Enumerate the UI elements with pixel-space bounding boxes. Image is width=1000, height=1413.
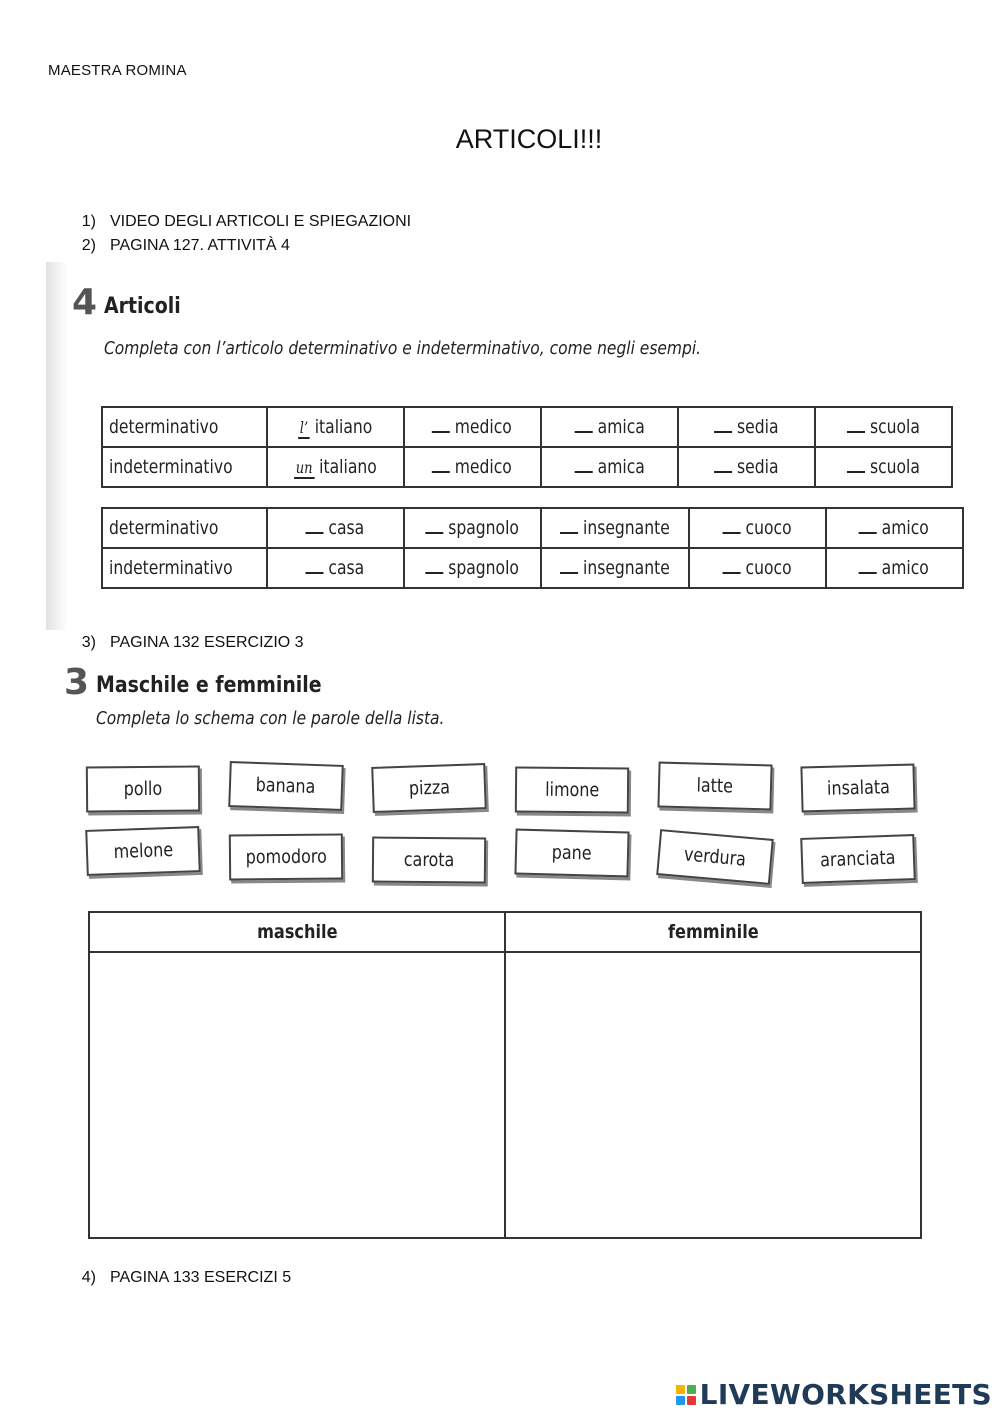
column-divider: [504, 913, 506, 1237]
column-header-maschile: maschile: [90, 913, 504, 953]
logo-square: [676, 1385, 685, 1394]
step-text: PAGINA 132 ESERCIZIO 3: [110, 634, 304, 651]
table-cell[interactable]: casa: [267, 548, 404, 588]
table-row: [102, 508, 963, 548]
exercise-4-number: 4: [72, 282, 98, 323]
column-header-femminile: femminile: [506, 913, 920, 953]
table-cell[interactable]: spagnolo: [404, 548, 541, 588]
answer-blank[interactable]: [574, 417, 592, 433]
table-cell: un italiano: [267, 447, 404, 487]
answer-blank[interactable]: [723, 518, 741, 534]
answer-blank[interactable]: [859, 558, 877, 574]
word-card[interactable]: pizza: [371, 763, 487, 813]
exercise-4-instruction: Completa con l’articolo determinativo e indeterminativo, come negli esempi.: [104, 338, 702, 359]
table-cell[interactable]: sedia: [678, 407, 815, 447]
word-card[interactable]: pomodoro: [229, 834, 343, 881]
logo-square: [687, 1385, 696, 1394]
example-article: l’: [299, 417, 309, 437]
step-3: [74, 634, 304, 652]
word-card[interactable]: pane: [514, 829, 629, 878]
answer-blank[interactable]: [714, 417, 732, 433]
step-number: 1): [81, 213, 96, 230]
author-label: MAESTRA ROMINA: [48, 62, 187, 79]
table-cell[interactable]: amico: [826, 508, 963, 548]
femminile-drop-zone[interactable]: [508, 953, 920, 1237]
table-cell[interactable]: medico: [404, 407, 541, 447]
step-text: VIDEO DEGLI ARTICOLI E SPIEGAZIONI: [110, 213, 412, 230]
table-cell: l’ italiano: [267, 407, 404, 447]
maschile-drop-zone[interactable]: [90, 953, 502, 1237]
table-cell[interactable]: cuoco: [689, 508, 826, 548]
word-card[interactable]: limone: [515, 767, 629, 814]
answer-blank[interactable]: [859, 518, 877, 534]
scan-edge: [46, 262, 68, 630]
step-text: PAGINA 127. ATTIVITÀ 4: [110, 237, 290, 254]
word-card[interactable]: pollo: [86, 766, 200, 813]
answer-blank[interactable]: [306, 518, 324, 534]
table-row: [102, 447, 952, 487]
step-number: 2): [81, 237, 96, 254]
answer-blank[interactable]: [432, 457, 450, 473]
exercise-3-number: 3: [64, 662, 90, 703]
answer-blank[interactable]: [723, 558, 741, 574]
logo-square: [687, 1396, 696, 1405]
answer-blank[interactable]: [432, 417, 450, 433]
word-card[interactable]: latte: [657, 762, 772, 811]
table-cell[interactable]: insegnante: [541, 548, 689, 588]
table-row: [102, 548, 963, 588]
table-cell[interactable]: sedia: [678, 447, 815, 487]
articles-table-2: [101, 507, 964, 589]
word-card[interactable]: aranciata: [800, 834, 916, 884]
step-2: [74, 237, 290, 255]
answer-blank[interactable]: [306, 558, 324, 574]
gender-table: [88, 911, 922, 1239]
answer-blank[interactable]: [425, 558, 443, 574]
word-card[interactable]: insalata: [800, 764, 915, 813]
logo-icon: [676, 1385, 696, 1405]
articles-table-1: [101, 406, 953, 488]
page-title: ARTICOLI!!!: [455, 124, 603, 154]
table-cell[interactable]: insegnante: [541, 508, 689, 548]
table-cell[interactable]: scuola: [815, 447, 952, 487]
answer-blank[interactable]: [714, 457, 732, 473]
logo-text: LIVEWORKSHEETS: [699, 1378, 992, 1411]
exercise-4-title: Articoli: [104, 294, 181, 319]
exercise-3-title: Maschile e femminile: [96, 673, 322, 698]
table-row: [102, 407, 952, 447]
row-label: indeterminativo: [102, 447, 267, 487]
word-card[interactable]: banana: [228, 761, 344, 811]
logo-square: [676, 1396, 685, 1405]
answer-blank[interactable]: [847, 457, 865, 473]
example-article: un: [295, 457, 313, 477]
step-1: [74, 213, 411, 231]
table-cell[interactable]: cuoco: [689, 548, 826, 588]
table-cell[interactable]: amico: [826, 548, 963, 588]
table-cell[interactable]: amica: [541, 407, 678, 447]
table-cell[interactable]: medico: [404, 447, 541, 487]
row-label: indeterminativo: [102, 548, 267, 588]
step-text: PAGINA 133 ESERCIZI 5: [110, 1269, 292, 1286]
answer-blank[interactable]: [847, 417, 865, 433]
row-label: determinativo: [102, 508, 267, 548]
row-label: determinativo: [102, 407, 267, 447]
step-number: 4): [81, 1269, 96, 1286]
answer-blank[interactable]: [560, 558, 578, 574]
table-cell[interactable]: scuola: [815, 407, 952, 447]
word-card[interactable]: verdura: [656, 829, 774, 885]
answer-blank[interactable]: [574, 457, 592, 473]
step-4: [74, 1269, 291, 1287]
exercise-3-instruction: Completa lo schema con le parole della lista.: [96, 708, 445, 729]
word-card[interactable]: carota: [372, 837, 486, 884]
step-number: 3): [81, 634, 96, 651]
table-cell[interactable]: spagnolo: [404, 508, 541, 548]
answer-blank[interactable]: [560, 518, 578, 534]
answer-blank[interactable]: [425, 518, 443, 534]
table-cell[interactable]: amica: [541, 447, 678, 487]
word-card[interactable]: melone: [85, 826, 201, 876]
liveworksheets-logo: [676, 1378, 992, 1411]
table-cell[interactable]: casa: [267, 508, 404, 548]
